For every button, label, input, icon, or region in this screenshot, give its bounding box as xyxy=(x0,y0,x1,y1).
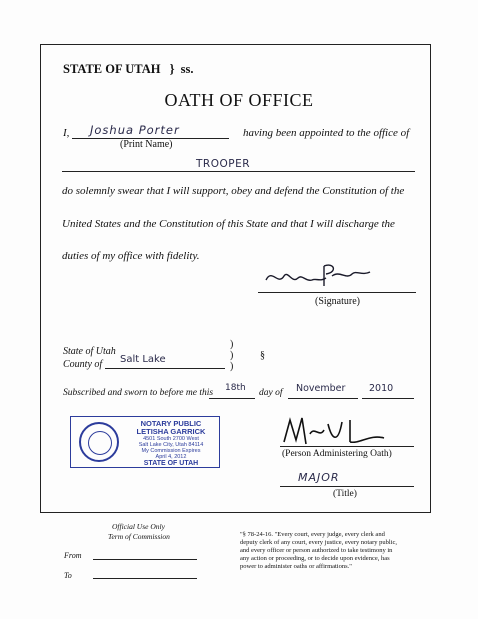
county-underline xyxy=(105,368,225,369)
venue-brace-2: ) xyxy=(230,350,234,361)
office-underline xyxy=(62,171,415,172)
month-underline xyxy=(288,398,358,399)
jurat-month-field: November xyxy=(296,383,346,394)
document-title: OATH OF OFFICE xyxy=(164,90,314,110)
footnote-line-2: deputy clerk of any court, every justice, every notary public, xyxy=(240,539,398,546)
title-underline xyxy=(280,486,414,487)
oath-line-3: duties of my office with fidelity. xyxy=(62,250,200,262)
state-heading xyxy=(63,62,194,77)
stamp-line-1: NOTARY PUBLIC xyxy=(140,419,202,428)
venue-county-label: County of xyxy=(63,359,103,370)
jurat-year-field: 2010 xyxy=(369,383,394,394)
official-use-heading: Official Use Only xyxy=(112,522,165,531)
administrator-line xyxy=(280,446,414,447)
administrator-signature xyxy=(280,414,390,450)
appointment-suffix: having been appointed to the office of xyxy=(243,127,410,139)
section-symbol: § xyxy=(260,350,265,361)
stamp-line-3: 4501 South 2700 West xyxy=(143,436,199,442)
stamp-line-2: LETISHA GARRICK xyxy=(136,427,206,436)
to-label: To xyxy=(64,571,72,580)
footnote-line-5: power to administer oaths or affirmations." xyxy=(240,563,352,570)
footnote-line-3: and every officer or person authorized to take testimony in xyxy=(240,547,393,554)
signature-line xyxy=(258,292,416,293)
administrator-caption: (Person Administering Oath) xyxy=(282,449,392,459)
state-brace: } xyxy=(169,62,175,76)
from-line xyxy=(93,559,197,560)
appointment-prefix: I, xyxy=(63,127,70,139)
venue-state: State of Utah xyxy=(63,346,116,357)
oath-line-1: do solemnly swear that I will support, obey and defend the Constitution of the xyxy=(62,185,405,197)
notary-stamp xyxy=(70,416,220,468)
oath-taker-signature xyxy=(262,256,374,294)
printed-name-field: Joshua Porter xyxy=(90,123,180,137)
ss-label: ss. xyxy=(180,62,194,76)
state-label: STATE OF UTAH xyxy=(63,62,161,76)
stamp-line-5: My Commission Expires xyxy=(141,448,201,454)
print-name-caption: (Print Name) xyxy=(120,139,173,150)
county-field: Salt Lake xyxy=(120,354,166,365)
jurat-prefix: Subscribed and sworn to before me this xyxy=(63,388,214,398)
to-line xyxy=(93,578,197,579)
jurat-day-label: day of xyxy=(259,388,283,398)
stamp-line-4: Salt Lake City, Utah 84114 xyxy=(138,442,204,448)
stamp-line-7: STATE OF UTAH xyxy=(143,460,199,467)
venue-brace-3: ) xyxy=(230,361,234,372)
footnote-line-4: any action or proceeding, or to decide upon evidence, has xyxy=(240,555,390,562)
notary-seal-icon xyxy=(79,422,119,462)
term-of-commission: Term of Commission xyxy=(108,532,170,541)
stamp-text-block xyxy=(124,420,218,468)
stamp-line-6: April 4, 2012 xyxy=(155,454,187,460)
signature-caption: (Signature) xyxy=(315,296,360,307)
footnote-line-1: "§ 78-24-16. "Every court, every judge, every clerk and xyxy=(240,531,385,538)
day-underline xyxy=(209,398,255,399)
title-caption: (Title) xyxy=(333,489,357,499)
venue-brace-1: ) xyxy=(230,339,234,350)
jurat-day-field: 18th xyxy=(225,383,246,393)
office-field: TROOPER xyxy=(196,158,251,170)
oath-line-2: United States and the Constitution of this State and that I will discharge the xyxy=(62,218,395,230)
from-label: From xyxy=(64,551,82,560)
title-field: MAJOR xyxy=(298,471,340,484)
year-underline xyxy=(362,398,414,399)
